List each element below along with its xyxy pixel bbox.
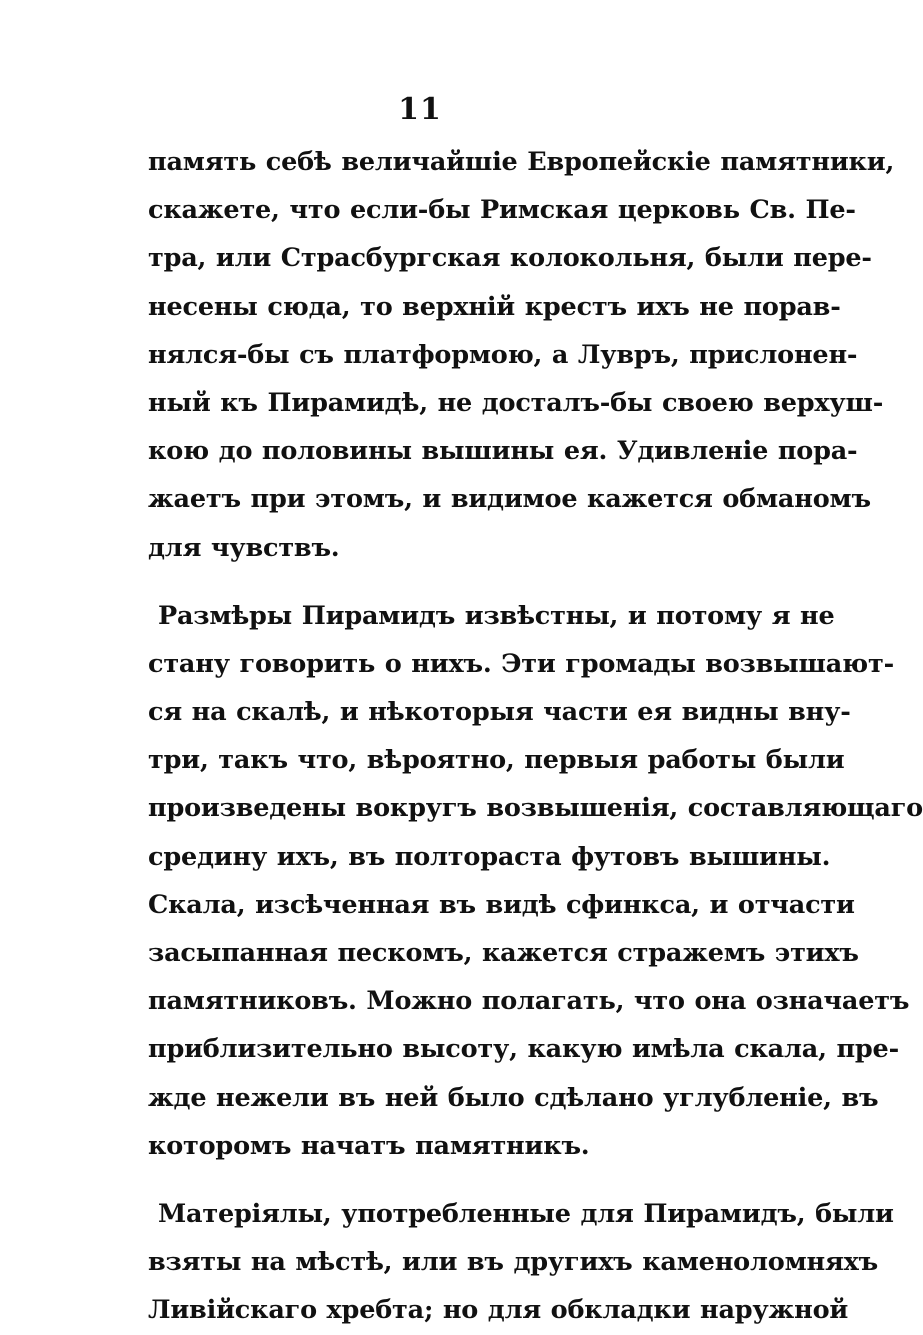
text-line: Размѣры Пирамидъ извѣстны, и потому я не xyxy=(158,600,835,631)
text-line: памятниковъ. Можно полагать, что она означаетъ xyxy=(148,986,910,1017)
paragraph-3 xyxy=(148,1190,894,1335)
body-text xyxy=(148,138,923,1335)
paragraph-2 xyxy=(148,592,923,1170)
text-line: ный къ Пирамидѣ, не досталъ-бы своею верхуш- xyxy=(148,387,884,418)
text-line: скажете, что если-бы Римская церковь Св. Пе- xyxy=(148,195,856,226)
text-line: ся на скалѣ, и нѣкоторыя части ея видны вну- xyxy=(148,697,851,728)
text-line: стану говорить о нихъ. Эти громады возвышают- xyxy=(148,648,894,679)
text-line: несены сюда, то верхній крестъ ихъ не порав- xyxy=(148,291,841,322)
paragraph-gap xyxy=(148,572,708,592)
text-line: произведены вокругъ возвышенія, составляющаго xyxy=(148,793,923,824)
text-line: Ливійскаго хребта; но для обкладки наружной xyxy=(148,1295,849,1326)
text-line: средину ихъ, въ полтораста футовъ вышины. xyxy=(148,841,831,872)
text-line: память себѣ величайшіе Европейскіе памятники, xyxy=(148,147,895,177)
text-line: нялся-бы съ платформою, а Лувръ, прислонен- xyxy=(148,339,858,370)
paragraph-gap xyxy=(148,1170,708,1190)
text-line: взяты на мѣстѣ, или въ другихъ каменоломняхъ xyxy=(148,1247,878,1278)
text-line: засыпанная пескомъ, кажется стражемъ этихъ xyxy=(148,938,859,968)
text-line: Скала, изсѣченная въ видѣ сфинкса, и отчасти xyxy=(148,889,855,920)
text-line: жаетъ при этомъ, и видимое кажется обманомъ xyxy=(148,484,871,515)
paragraph-1 xyxy=(148,138,895,572)
text-line: которомъ начатъ памятникъ. xyxy=(148,1130,590,1161)
text-line: три, такъ что, вѣроятно, первыя работы были xyxy=(148,745,845,776)
text-line: тра, или Страсбургская колокольня, были пере- xyxy=(148,243,872,274)
text-line: кою до половины вышины ея. Удивленіе пора- xyxy=(148,436,858,467)
text-line: жде нежели въ ней было сдѣлано углубленіе, въ xyxy=(148,1082,879,1113)
text-line: для чувствъ. xyxy=(148,532,340,563)
text-line: приблизительно высоту, какую имѣла скала, пре- xyxy=(148,1034,899,1065)
text-line: Матеріялы, употребленные для Пирамидъ, были xyxy=(158,1198,894,1229)
page-number: 11 xyxy=(398,92,442,127)
